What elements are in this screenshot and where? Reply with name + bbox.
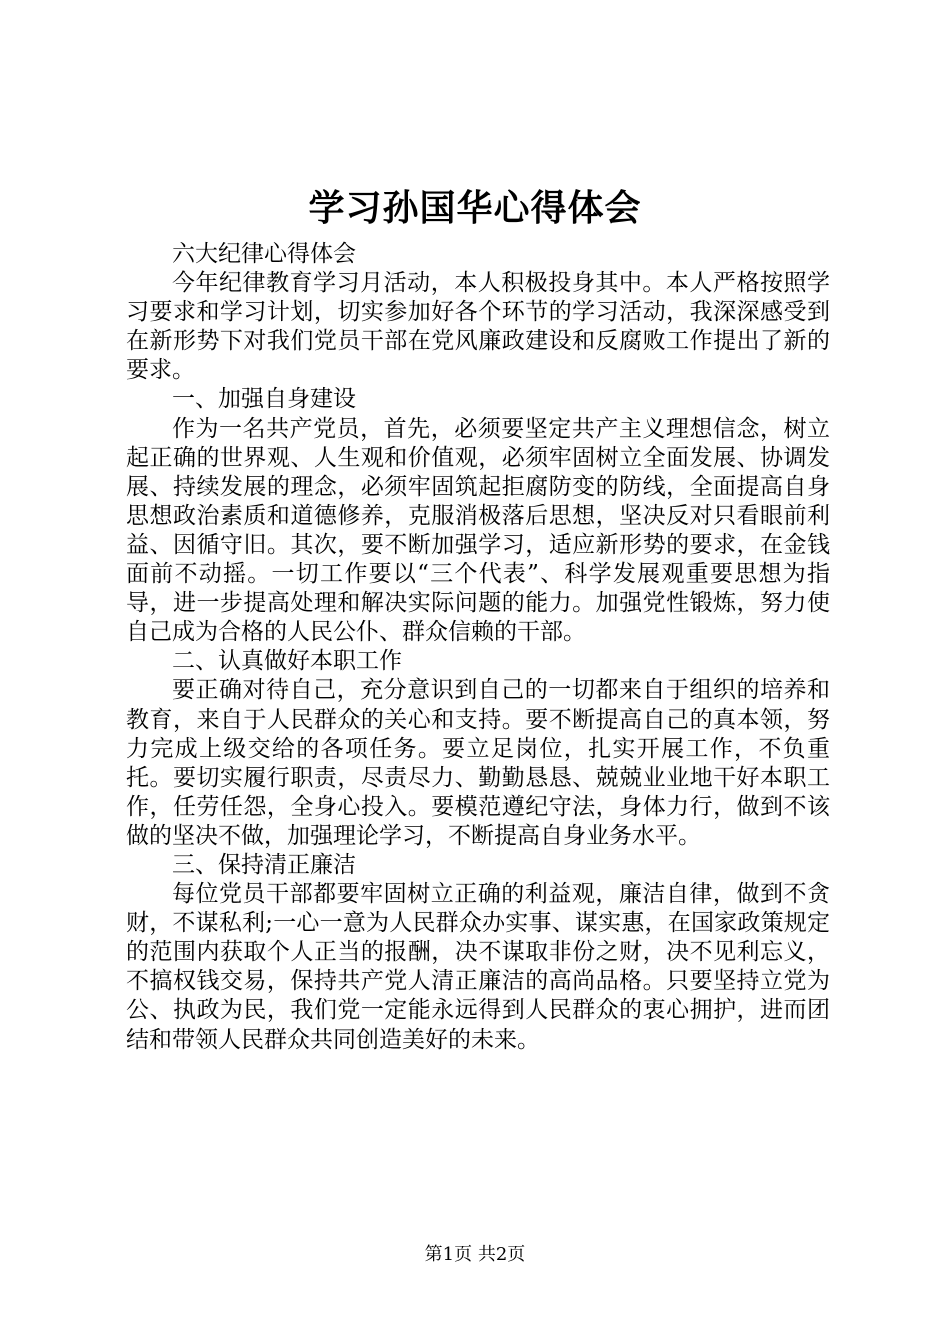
- paragraph-section-2: 要正确对待自己，充分意识到自己的一切都来自于组织的培养和教育，来自于人民群众的关心和支持。要不断提高自己的真本领，努力完成上级交给的各项任务。要立足岗位，扎实开展工作，不负重托。要切实履行职责，尽责尽力、勤勤恳恳、兢兢业业地干好本职工作，任劳任怨，全身心投入。要模范遵纪守法，身体力行，做到不该做的坚决不做，加强理论学习，不断提高自身业务水平。: [126, 677, 830, 849]
- document-title: 学习孙国华心得体会: [308, 187, 642, 229]
- section-heading-3: 三、保持清正廉洁: [172, 851, 356, 878]
- section-heading-1: 一、加强自身建设: [172, 386, 356, 413]
- paragraph-intro: 今年纪律教育学习月活动，本人积极投身其中。本人严格按照学习要求和学习计划，切实参加好各个环节的学习活动，我深深感受到在新形势下对我们党员干部在党风廉政建设和反腐败工作提出了新的要求。: [126, 270, 830, 384]
- section-heading-2: 二、认真做好本职工作: [172, 648, 402, 675]
- document-body: [126, 240, 830, 1055]
- paragraph-section-1: 作为一名共产党员，首先，必须要坚定共产主义理想信念，树立起正确的世界观、人生观和价值观，必须牢固树立全面发展、协调发展、持续发展的理念，必须牢固筑起拒腐防变的防线，全面提高自身思想政治素质和道德修养，克服消极落后思想，坚决反对只看眼前利益、因循守旧。其次，要不断加强学习，适应新形势的要求，在金钱面前不动摇。一切工作要以“三个代表”、科学发展观重要思想为指导，进一步提高处理和解决实际问题的能力。加强党性锻炼，努力使自己成为合格的人民公仆、群众信赖的干部。: [126, 415, 830, 646]
- page-number-footer: 第1页 共2页: [424, 1244, 526, 1265]
- paragraph-section-3: 每位党员干部都要牢固树立正确的利益观，廉洁自律，做到不贪财，不谋私利;一心一意为人民群众办实事、谋实惠，在国家政策规定的范围内获取个人正当的报酬，决不谋取非份之财，决不见利忘义，不搞权钱交易，保持共产党人清正廉洁的高尚品格。只要坚持立党为公、执政为民，我们党一定能永远得到人民群众的衷心拥护，进而团结和带领人民群众共同创造美好的未来。: [126, 881, 830, 1053]
- paragraph-subtitle: 六大纪律心得体会: [172, 241, 356, 267]
